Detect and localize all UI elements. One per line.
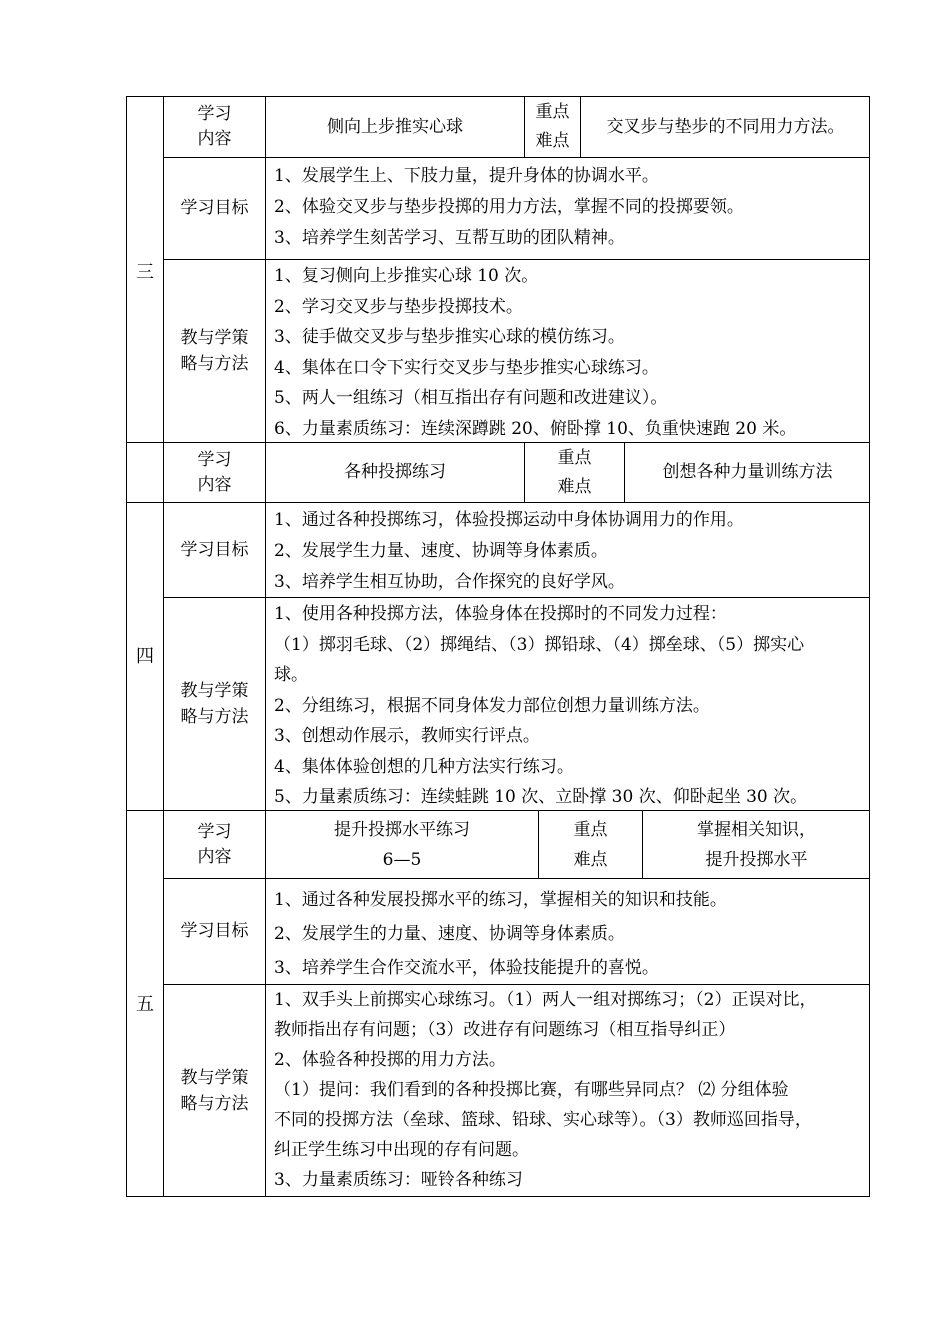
label-column-divider xyxy=(265,96,266,1197)
goal-item: 3、培养学生相互协助，合作探究的良好学风。 xyxy=(274,572,625,592)
content-label: 学习 内容 xyxy=(197,821,232,867)
goal-item: 3、培养学生合作交流水平，体验技能提升的喜悦。 xyxy=(274,958,659,978)
goal-item: 2、发展学生力量、速度、协调等身体素质。 xyxy=(274,541,608,561)
method-item: （1）提问：我们看到的各种投掷比赛，有哪些异同点？ ⑵ 分组体验 xyxy=(274,1080,789,1100)
method-item: 教师指出存有问题；（3）改进存有问题练习（相互指导纠正） xyxy=(274,1020,736,1040)
methods-label: 教与学策 略与方法 xyxy=(180,681,249,727)
method-item: 4、集体体验创想的几种方法实行练习。 xyxy=(274,756,574,777)
goals-list xyxy=(274,505,744,598)
method-item: 3、创想动作展示，教师实行评点。 xyxy=(274,726,540,746)
section-number: 四 xyxy=(136,646,154,667)
method-item: 5、两人一组练习（相互指出存有问题和改进建议）。 xyxy=(274,388,668,408)
method-item: 2、分组练习，根据不同身体发力部位创想力量训练方法。 xyxy=(274,695,710,716)
section-number: 三 xyxy=(136,262,154,283)
method-item: 4、集体在口令下实行交叉步与垫步推实心球练习。 xyxy=(274,357,659,378)
method-item: 3、力量素质练习：哑铃各种练习 xyxy=(274,1170,523,1190)
goals-label: 学习目标 xyxy=(180,539,249,560)
content-value: 提升投掷水平练习 6—5 xyxy=(334,819,470,870)
methods-label: 教与学策 略与方法 xyxy=(180,328,249,374)
section-number: 五 xyxy=(136,994,154,1015)
method-item: 5、力量素质练习：连续蛙跳 10 次、立卧撑 30 次、仰卧起坐 30 次。 xyxy=(274,787,808,807)
method-item: 不同的投掷方法（垒球、篮球、铅球、实心球等）。（3）教师巡回指导， xyxy=(274,1110,812,1130)
methods-label: 教与学策 略与方法 xyxy=(180,1068,249,1114)
goal-item: 1、通过各种投掷练习，体验投掷运动中身体协调用力的作用。 xyxy=(274,510,744,530)
row-divider xyxy=(163,157,870,158)
content-label: 学习 内容 xyxy=(197,104,232,149)
key-points: 创想各种力量训练方法 xyxy=(662,462,833,482)
methods-list xyxy=(274,599,807,813)
content-label: 学习 内容 xyxy=(197,449,232,495)
key-points: 交叉步与垫步的不同用力方法。 xyxy=(606,116,845,137)
row-divider xyxy=(163,259,870,260)
key-points: 掌握相关知识， 提升投掷水平 xyxy=(697,819,816,870)
key-label: 重点 难点 xyxy=(557,447,592,497)
goal-item: 1、通过各种发展投掷水平的练习，掌握相关的知识和技能。 xyxy=(274,890,727,910)
method-item: （1）掷羽毛球、（2）掷绳结、（3）掷铅球、（4）掷垒球、（5）掷实心 xyxy=(274,634,805,655)
method-item: 6、力量素质练习：连续深蹲跳 20、俯卧撑 10、负重快速跑 20 米。 xyxy=(274,418,797,439)
methods-list xyxy=(274,261,796,444)
method-item: 2、学习交叉步与垫步投掷技术。 xyxy=(274,296,523,317)
goal-item: 2、发展学生的力量、速度、协调等身体素质。 xyxy=(274,924,625,944)
method-item: 1、使用各种投掷方法，体验身体在投掷时的不同发力过程： xyxy=(274,604,727,624)
method-item: 球。 xyxy=(274,665,308,685)
goals-list xyxy=(274,883,727,985)
goals-label: 学习目标 xyxy=(180,198,249,218)
goal-item: 3、培养学生刻苦学习、互帮互助的团队精神。 xyxy=(274,228,625,248)
content-value: 侧向上步推实心球 xyxy=(327,116,463,137)
content-value: 各种投掷练习 xyxy=(344,462,446,482)
methods-list xyxy=(274,985,816,1195)
row-divider xyxy=(163,878,870,879)
key-label: 重点 难点 xyxy=(535,102,570,151)
goal-item: 2、体验交叉步与垫步投掷的用力方法，掌握不同的投掷要领。 xyxy=(274,197,744,217)
method-item: 1、双手头上前掷实心球练习。（1）两人一组对掷练习；（2）正误对比， xyxy=(274,990,817,1010)
method-item: 2、体验各种投掷的用力方法。 xyxy=(274,1050,506,1070)
goals-label: 学习目标 xyxy=(180,921,249,941)
method-item: 纠正学生练习中出现的存有问题。 xyxy=(274,1140,529,1160)
goals-list xyxy=(274,161,744,254)
method-item: 1、复习侧向上步推实心球 10 次。 xyxy=(274,266,539,286)
goal-item: 1、发展学生上、下肢力量，提升身体的协调水平。 xyxy=(274,166,659,186)
method-item: 3、徒手做交叉步与垫步推实心球的模仿练习。 xyxy=(274,327,625,347)
key-label: 重点 难点 xyxy=(573,819,608,870)
